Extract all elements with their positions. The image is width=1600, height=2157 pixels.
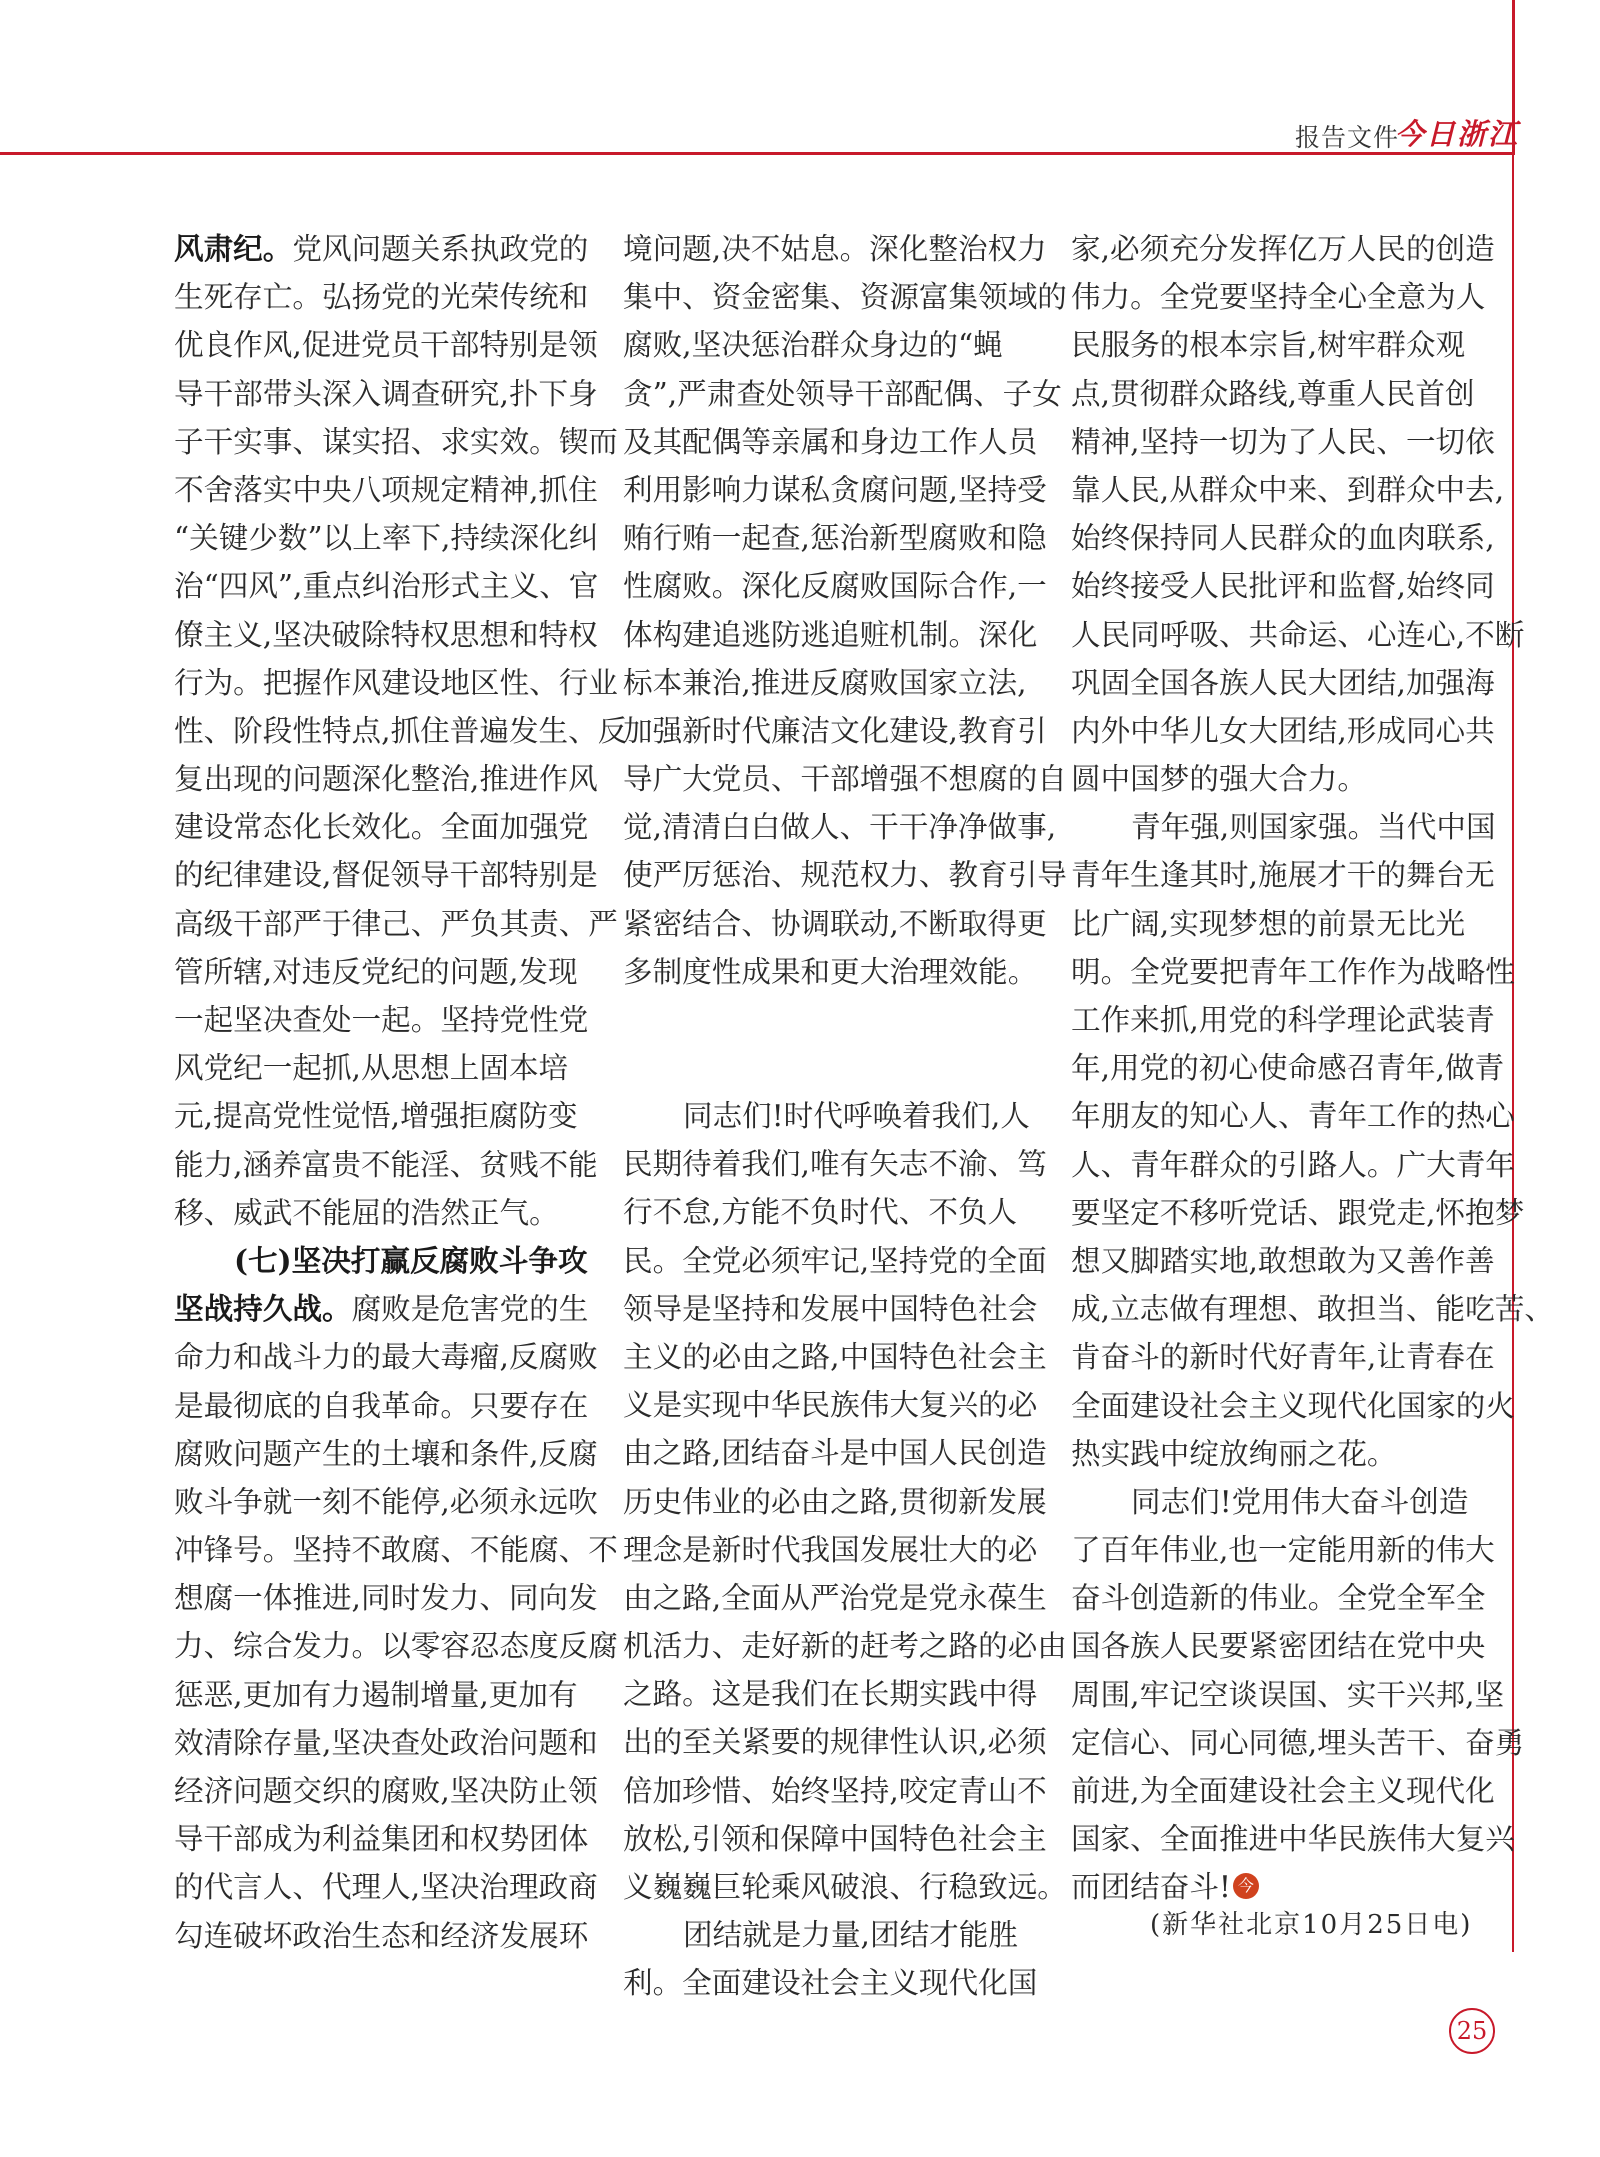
line-text: 国家、全面推进中华民族伟大复兴 <box>1071 1822 1515 1857</box>
column-2 <box>623 225 1067 2008</box>
line-text: 始终接受人民批评和监督,始终同 <box>1071 569 1495 604</box>
line-text: 标本兼治,推进反腐败国家立法, <box>623 665 1027 700</box>
text-line <box>174 659 618 707</box>
line-text: 奋斗创造新的伟业。全党全军全 <box>1071 1581 1486 1616</box>
text-line <box>174 418 618 466</box>
section-label: 报告文件 <box>1295 123 1400 152</box>
dateline: (新华社北京10月25日电) <box>1150 1910 1473 1940</box>
line-text: 放松,引领和保障中国特色社会主 <box>623 1821 1047 1856</box>
line-text: 工作来抓,用党的科学理论武装青 <box>1071 1003 1495 1037</box>
text-line <box>623 1237 1047 1285</box>
line-text: 定信心、同心同德,埋头苦干、奋勇 <box>1071 1725 1525 1760</box>
text-line <box>1071 1671 1505 1719</box>
text-line <box>623 1140 1047 1188</box>
line-text: 周围,牢记空谈误国、实干兴邦,坚 <box>1071 1677 1505 1712</box>
text-line <box>623 418 1038 466</box>
header-rule <box>0 152 1514 155</box>
text-line <box>174 370 598 418</box>
text-line <box>623 707 1047 755</box>
line-text: 不舍落实中央八项规定精神,抓住 <box>174 472 598 507</box>
line-text: 腐败问题产生的土壤和条件,反腐 <box>174 1436 598 1471</box>
text-line <box>623 1718 1047 1766</box>
text-line <box>174 1189 584 1237</box>
text-line <box>1071 1622 1486 1670</box>
text-line <box>174 1478 598 1526</box>
line-text: 领导是坚持和发展中国特色社会 <box>623 1291 1038 1326</box>
line-text: 要坚定不移听党话、跟党走,怀抱梦 <box>1071 1195 1525 1230</box>
text-line <box>623 1574 1047 1622</box>
line-text: 前进,为全面建设社会主义现代化 <box>1071 1774 1495 1808</box>
line-text: 人、青年群众的引路人。广大青年 <box>1071 1147 1515 1182</box>
line-text: 导干部成为利益集团和权势团体 <box>174 1822 589 1857</box>
line-text: 行为。把握作风建设地区性、行业 <box>174 665 618 700</box>
line-text: 人民同呼吸、共命运、心连心,不断 <box>1071 617 1525 652</box>
text-line <box>623 562 1047 610</box>
text-line <box>174 1333 598 1381</box>
text-line <box>623 1911 1033 1959</box>
text-line <box>174 1767 598 1815</box>
text-line <box>174 1815 589 1863</box>
line-text: 高级干部严于律己、严负其责、严 <box>174 906 618 941</box>
text-line <box>1071 707 1495 755</box>
line-text: 利用影响力谋私贪腐问题,坚持受 <box>623 472 1047 507</box>
text-line <box>174 225 589 273</box>
line-text: 管所辖,对违反党纪的问题,发现 <box>174 954 578 989</box>
text-line <box>174 1044 584 1092</box>
text-line <box>174 1622 618 1670</box>
line-text: 全面建设社会主义现代化国家的火 <box>1071 1388 1515 1423</box>
line-text: 体构建追逃防逃追赃机制。深化 <box>623 617 1038 652</box>
text-line <box>623 900 1047 948</box>
line-text: 能力,涵养富贵不能淫、贫贱不能 <box>174 1147 598 1182</box>
text-line <box>174 1526 618 1574</box>
text-line <box>174 1671 584 1719</box>
line-text: 点,贯彻群众路线,尊重人民首创 <box>1071 376 1475 411</box>
line-text: 主义的必由之路,中国特色社会主 <box>623 1339 1047 1374</box>
line-text: 理念是新时代我国发展壮大的必 <box>623 1532 1038 1567</box>
text-line <box>623 803 1057 851</box>
text-line <box>623 225 1047 273</box>
line-text: 精神,坚持一切为了人民、一切依 <box>1071 424 1495 459</box>
line-text: 移、威武不能屈的浩然正气。 <box>174 1195 559 1230</box>
text-line <box>1071 1044 1505 1092</box>
line-text: 由之路,全面从严治党是党永葆生 <box>623 1580 1047 1615</box>
text-line <box>1071 948 1515 996</box>
text-line <box>1071 225 1495 273</box>
line-text: 导干部带头深入调查研究,扑下身 <box>174 376 598 411</box>
line-text: 加强新时代廉洁文化建设,教育引 <box>623 713 1047 748</box>
text-line <box>623 1478 1047 1526</box>
text-line <box>623 1959 1038 2007</box>
text-line <box>174 514 599 562</box>
line-text: 年朋友的知心人、青年工作的热心 <box>1071 1099 1515 1134</box>
bold-heading: 风肃纪。 <box>174 231 293 266</box>
line-text: 靠人民,从群众中来、到群众中去, <box>1071 472 1505 507</box>
brand-logo: 今日浙江 <box>1395 117 1520 151</box>
text-line <box>174 803 589 851</box>
line-text: 勾连破坏政治生态和经济发展环 <box>174 1918 589 1953</box>
text-line <box>1071 900 1481 948</box>
line-text: 及其配偶等亲属和身边工作人员 <box>623 424 1038 459</box>
line-text: 紧密结合、协调联动,不断取得更 <box>623 906 1047 941</box>
text-line <box>623 851 1067 899</box>
text-line <box>1071 1382 1515 1430</box>
line-text: 想又脚踏实地,敢想敢为又善作善 <box>1071 1243 1495 1278</box>
text-line <box>623 1429 1047 1477</box>
text-line <box>623 466 1047 514</box>
line-text: 贿行贿一起查,惩治新型腐败和隐 <box>623 521 1047 556</box>
line-text: 倍加珍惜、始终坚持,咬定青山不 <box>623 1773 1047 1808</box>
text-line <box>174 996 589 1044</box>
text-line <box>1071 1767 1495 1815</box>
line-text: 始终保持同人民群众的血肉联系, <box>1071 521 1495 556</box>
text-line <box>174 1382 589 1430</box>
line-text: 贪”,严肃查处领导干部配偶、子女 <box>623 376 1062 411</box>
page-number: 25 <box>1449 2008 1495 2054</box>
line-text: 了百年伟业,也一定能用新的伟大 <box>1071 1533 1495 1568</box>
line-text: 冲锋号。坚持不敢腐、不能腐、不 <box>174 1533 618 1568</box>
text-line <box>174 1430 598 1478</box>
line-text: 多制度性成果和更大治理效能。 <box>623 954 1038 989</box>
text-line <box>174 1141 598 1189</box>
line-text: 僚主义,坚决破除特权思想和特权 <box>174 617 598 652</box>
line-text: 复出现的问题深化整治,推进作风 <box>174 762 598 797</box>
text-line <box>174 948 584 996</box>
text-line <box>1071 466 1505 514</box>
text-line <box>1071 755 1481 803</box>
end-mark-icon: 今 <box>1233 1873 1259 1899</box>
column-1 <box>174 225 628 1960</box>
text-line <box>1071 321 1481 369</box>
line-text: 巩固全国各族人民大团结,加强海 <box>1071 665 1495 700</box>
text-line <box>1071 1333 1495 1381</box>
text-line <box>174 1237 588 1285</box>
line-text: 义是实现中华民族伟大复兴的必 <box>623 1388 1038 1423</box>
text-line <box>623 1815 1047 1863</box>
line-text: 青年强,则国家强。当代中国 <box>1131 810 1496 845</box>
line-text: 民。全党必须牢记,坚持党的全面 <box>623 1243 1047 1278</box>
text-line <box>174 1719 598 1767</box>
text-line <box>623 755 1067 803</box>
text-line <box>1071 1092 1515 1140</box>
text-line <box>1071 273 1486 321</box>
text-line <box>1071 1526 1495 1574</box>
text-line <box>174 1285 589 1333</box>
text-line <box>623 1863 1067 1911</box>
text-line <box>623 1767 1047 1815</box>
line-text: 元,提高党性觉悟,增强拒腐防变 <box>174 1099 578 1134</box>
text-line <box>174 1092 584 1140</box>
text-line <box>623 273 1067 321</box>
line-text: 导广大党员、干部增强不想腐的自 <box>623 762 1067 797</box>
line-text: 腐败,坚决惩治群众身边的“蝇 <box>623 328 1003 363</box>
text-line <box>1071 803 1496 851</box>
text-line <box>623 1188 1033 1236</box>
line-text: 治“四风”,重点纠治形式主义、官 <box>174 569 599 604</box>
text-line <box>174 851 598 899</box>
text-line <box>1071 1478 1481 1526</box>
line-text: 的纪律建设,督促领导干部特别是 <box>174 858 598 893</box>
line-text: 的代言人、代理人,坚决治理政商 <box>174 1870 598 1905</box>
line-text: 同志们!时代呼唤着我们,人 <box>683 1099 1030 1133</box>
line-text: 子干实事、谋实招、求实效。锲而 <box>174 424 618 459</box>
text-line <box>174 900 618 948</box>
line-text: 行不怠,方能不负时代、不负人 <box>623 1195 1018 1230</box>
line-text: 经济问题交织的腐败,坚决防止领 <box>174 1774 598 1808</box>
line-text: 成,立志做有理想、敢担当、能吃苦、 <box>1071 1292 1554 1327</box>
text-line <box>174 755 598 803</box>
text-line <box>1071 370 1481 418</box>
line-text: 而团结奋斗! <box>1071 1870 1231 1905</box>
right-margin-rule <box>1512 152 1514 1952</box>
line-text: 明。全党要把青年工作作为战略性 <box>1071 954 1515 989</box>
text-line <box>174 273 589 321</box>
text-line <box>623 1092 1033 1140</box>
text-line <box>1071 659 1495 707</box>
line-text: 优良作风,促进党员干部特别是领 <box>174 328 598 363</box>
bold-heading: 坚战持久战。 <box>174 1291 352 1327</box>
text-line <box>1071 851 1495 899</box>
text-line <box>623 1526 1038 1574</box>
text-line <box>174 321 598 369</box>
text-line <box>623 948 1038 996</box>
line-text: 民服务的根本宗旨,树牢群众观 <box>1071 328 1466 363</box>
text-line <box>174 1863 598 1911</box>
line-text: 党风问题关系执政党的 <box>292 232 589 266</box>
line-text: 建设常态化长效化。全面加强党 <box>174 810 589 845</box>
line-text: 是最彻底的自我革命。只要存在 <box>174 1388 589 1423</box>
line-text: 惩恶,更加有力遏制增量,更加有 <box>174 1677 578 1712</box>
line-text: 性、阶段性特点,抓住普遍发生、反 <box>174 713 628 748</box>
line-text: “关键少数”以上率下,持续深化纠 <box>174 521 599 556</box>
text-line <box>623 659 1033 707</box>
line-text: 利。全面建设社会主义现代化国 <box>623 1966 1038 2001</box>
line-text: 同志们!党用伟大奋斗创造 <box>1131 1484 1469 1519</box>
text-line <box>1071 1141 1515 1189</box>
line-text: 腐败是危害党的生 <box>351 1292 589 1327</box>
line-text: 民期待着我们,唯有矢志不渝、笃 <box>623 1147 1047 1182</box>
line-text: 热实践中绽放绚丽之花。 <box>1071 1436 1397 1471</box>
line-text: 年,用党的初心使命感召青年,做青 <box>1071 1051 1505 1086</box>
line-text: 内外中华儿女大团结,形成同心共 <box>1071 713 1495 748</box>
line-text: 青年生逢其时,施展才干的舞台无 <box>1071 858 1495 893</box>
line-text: 团结就是力量,团结才能胜 <box>683 1918 1018 1953</box>
line-text: 觉,清清白白做人、干干净净做事, <box>623 810 1057 845</box>
text-line <box>174 1574 598 1622</box>
text-line <box>174 562 599 610</box>
text-line <box>623 370 1062 418</box>
text-line <box>1071 1189 1525 1237</box>
line-text: 使严厉惩治、规范权力、教育引导 <box>623 858 1067 893</box>
text-line <box>174 707 628 755</box>
line-text: 比广阔,实现梦想的前景无比光 <box>1071 906 1466 941</box>
line-text: 出的至关紧要的规律性认识,必须 <box>623 1725 1047 1760</box>
line-text: 效清除存量,坚决查处政治问题和 <box>174 1725 598 1760</box>
line-text: 命力和战斗力的最大毒瘤,反腐败 <box>174 1340 598 1375</box>
text-line <box>623 1622 1067 1670</box>
text-line <box>623 1670 1038 1718</box>
line-text: 国各族人民要紧密团结在党中央 <box>1071 1629 1486 1664</box>
line-text: 败斗争就一刻不能停,必须永远吹 <box>174 1484 598 1519</box>
line-text: 圆中国梦的强大合力。 <box>1071 762 1367 797</box>
text-line <box>623 611 1038 659</box>
text-line <box>174 1912 589 1960</box>
line-text: 风党纪一起抓,从思想上固本培 <box>174 1051 569 1086</box>
line-text: 之路。这是我们在长期实践中得 <box>623 1677 1038 1712</box>
line-text: 性腐败。深化反腐败国际合作,一 <box>623 569 1047 604</box>
line-text: 伟力。全党要坚持全心全意为人 <box>1071 280 1486 315</box>
text-line <box>1071 1285 1554 1333</box>
line-text: 生死存亡。弘扬党的光荣传统和 <box>174 280 589 315</box>
text-line <box>1071 1815 1515 1863</box>
line-text: 由之路,团结奋斗是中国人民创造 <box>623 1436 1047 1471</box>
text-line <box>623 1285 1038 1333</box>
text-line <box>623 321 1033 369</box>
text-line <box>1071 562 1495 610</box>
line-text: 义巍巍巨轮乘风破浪、行稳致远。 <box>623 1870 1067 1904</box>
text-line <box>1071 996 1495 1044</box>
line-text: 境问题,决不姑息。深化整治权力 <box>623 232 1047 266</box>
text-line <box>1071 1430 1481 1478</box>
text-line <box>623 1381 1038 1429</box>
text-line <box>1071 514 1495 562</box>
text-line <box>623 514 1047 562</box>
column-3 <box>1071 225 1554 1912</box>
line-text: 历史伟业的必由之路,贯彻新发展 <box>623 1484 1047 1519</box>
line-text: 力、综合发力。以零容忍态度反腐 <box>174 1629 618 1664</box>
bold-heading: (七)坚决打赢反腐败斗争攻 <box>234 1242 588 1278</box>
text-line <box>1071 1237 1495 1285</box>
line-text: 机活力、走好新的赶考之路的必由 <box>623 1629 1067 1664</box>
text-line <box>1071 418 1495 466</box>
text-line <box>1071 1719 1525 1767</box>
line-text: 想腐一体推进,同时发力、同向发 <box>174 1581 598 1616</box>
text-line <box>1071 611 1525 659</box>
text-line <box>623 1333 1047 1381</box>
line-text: 家,必须充分发挥亿万人民的创造 <box>1071 232 1495 266</box>
text-line <box>174 466 598 514</box>
text-line <box>1071 1574 1486 1622</box>
line-text: 肯奋斗的新时代好青年,让青春在 <box>1071 1340 1495 1375</box>
line-text: 一起坚决查处一起。坚持党性党 <box>174 1003 589 1037</box>
line-text: 集中、资金密集、资源富集领域的 <box>623 280 1067 315</box>
text-line <box>623 996 1033 1092</box>
text-line <box>174 611 598 659</box>
